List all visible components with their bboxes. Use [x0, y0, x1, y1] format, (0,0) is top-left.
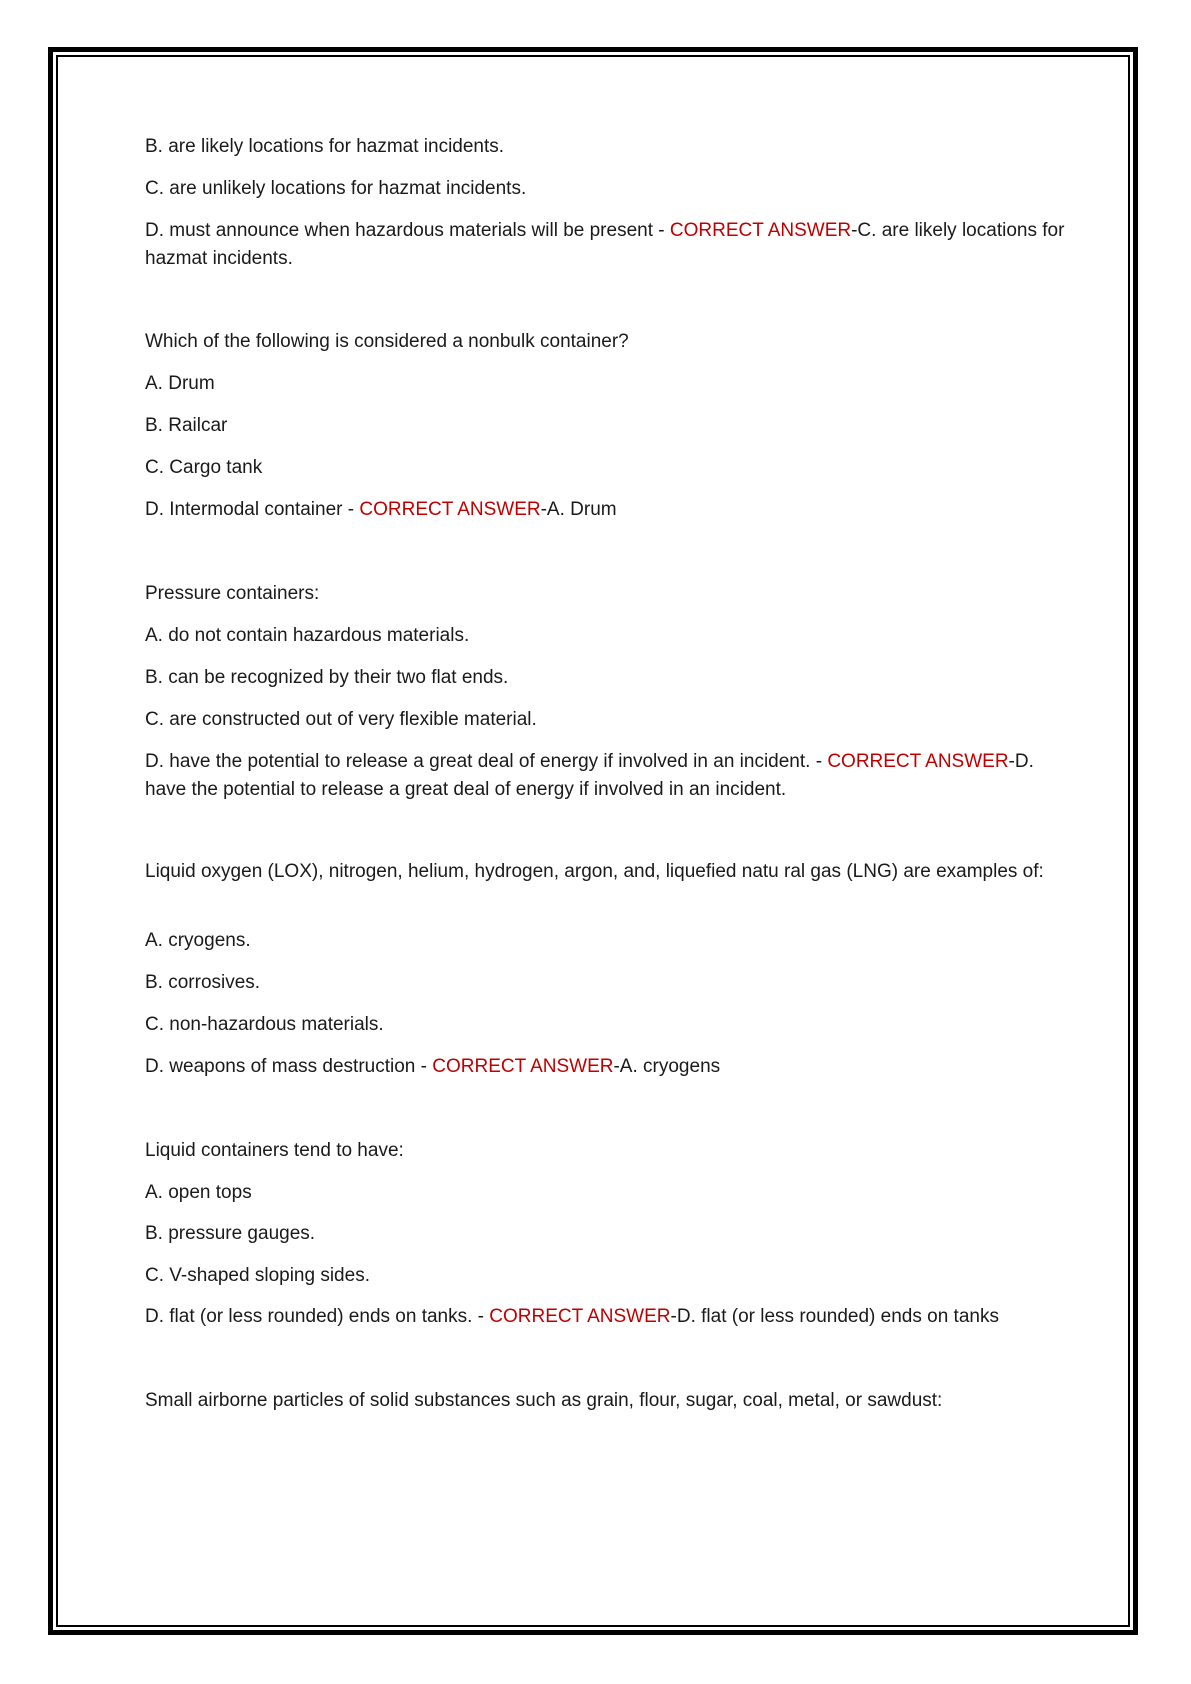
- q3-answer-text: -D. have the potential to release a great deal of energy if involved in an incident.: [145, 751, 1034, 800]
- q1-option-b: B. are likely locations for hazmat incidents.: [145, 136, 505, 157]
- q2-correct-answer-marker: CORRECT ANSWER: [359, 499, 541, 520]
- q4-option-c: C. non-hazardous materials.: [145, 1014, 384, 1035]
- q3-option-a: A. do not contain hazardous materials.: [145, 625, 470, 646]
- q1-option-d: [145, 217, 1065, 273]
- q5-option-d-text: D. flat (or less rounded) ends on tanks. -: [145, 1306, 490, 1327]
- q2-option-d: [145, 496, 1065, 524]
- q4-option-b: B. corrosives.: [145, 972, 261, 993]
- q4-option-d: [145, 1053, 1065, 1081]
- q5-option-d: [145, 1303, 1065, 1331]
- q5-correct-answer-marker: CORRECT ANSWER: [489, 1306, 671, 1327]
- q5-answer-text: -D. flat (or less rounded) ends on tanks: [670, 1306, 999, 1327]
- q5-option-b: B. pressure gauges.: [145, 1223, 316, 1244]
- q3-question: Pressure containers:: [145, 583, 320, 604]
- q4-option-d-text: D. weapons of mass destruction -: [145, 1056, 433, 1077]
- q3-option-d-text: D. have the potential to release a great deal of energy if involved in an incident. -: [145, 751, 828, 772]
- q5-option-a: A. open tops: [145, 1182, 252, 1203]
- q2-question: Which of the following is considered a nonbulk container?: [145, 331, 629, 352]
- q1-answer-text: -C. are likely locations for hazmat incidents.: [145, 220, 1065, 269]
- q2-answer-text: -A. Drum: [540, 499, 617, 520]
- q4-option-a: A. cryogens.: [145, 930, 251, 951]
- q2-option-b: B. Railcar: [145, 415, 228, 436]
- q2-option-a: A. Drum: [145, 373, 215, 394]
- q2-option-d-text: D. Intermodal container -: [145, 499, 360, 520]
- q4-answer-text: -A. cryogens: [613, 1056, 721, 1077]
- q3-option-d: [145, 748, 1065, 804]
- q3-option-c: C. are constructed out of very flexible material.: [145, 709, 537, 730]
- q3-option-b: B. can be recognized by their two flat ends.: [145, 667, 509, 688]
- q1-correct-answer-marker: CORRECT ANSWER: [669, 220, 852, 241]
- q1-option-d-text: D. must announce when hazardous materials will be present -: [145, 220, 670, 241]
- q4-question: Liquid oxygen (LOX), nitrogen, helium, hydrogen, argon, and, liquefied natu ral gas (LNG) are examples of:: [145, 861, 1044, 882]
- q3-correct-answer-marker: CORRECT ANSWER: [827, 751, 1009, 772]
- q5-question: Liquid containers tend to have:: [145, 1140, 404, 1161]
- q5-option-c: C. V-shaped sloping sides.: [145, 1265, 370, 1286]
- q4-correct-answer-marker: CORRECT ANSWER: [432, 1056, 614, 1077]
- q6-question: Small airborne particles of solid substances such as grain, flour, sugar, coal, metal, or sawdust:: [145, 1390, 943, 1411]
- q1-option-c: C. are unlikely locations for hazmat incidents.: [145, 178, 527, 199]
- q2-option-c: C. Cargo tank: [145, 457, 263, 478]
